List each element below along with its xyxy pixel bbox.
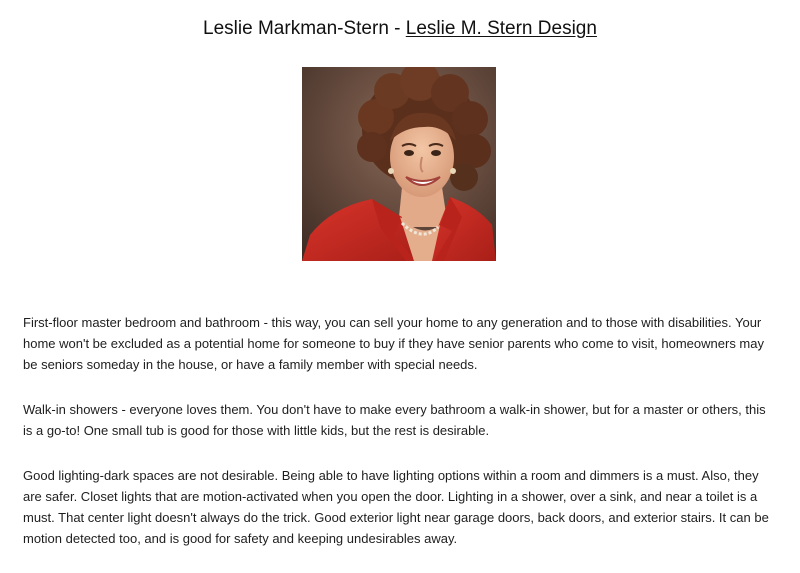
page-title: [0, 17, 800, 41]
portrait-illustration: [302, 67, 496, 261]
paragraph-first-floor: First-floor master bedroom and bathroom - this way, you can sell your home to any generation and to those with disabilities. Your home won't be excluded as a potential home for someone to buy if they have senior parents who come to visit, homeowners may be seniors someday in the house, or have a family member with special needs.: [23, 315, 764, 372]
paragraph-walk-in-showers: Walk-in showers - everyone loves them. You don't have to make every bathroom a walk-in shower, but for a master or others, this is a go-to! One small tub is good for those with little kids, but the rest is desirable.: [23, 402, 766, 438]
portrait-photo: [302, 67, 496, 261]
paragraph-good-lighting: Good lighting-dark spaces are not desirable. Being able to have lighting options within a room and dimmers is a must. Also, they are safer. Closet lights that are motion-activated when you open the door. Lighting in a shower, over a sink, and near a toilet is a must. That center light doesn't always do the trick. Good exterior light near garage doors, back doors, and exterior stairs. It can be motion detected too, and is good for safety and keeping undesirables away.: [23, 468, 769, 546]
company-link[interactable]: Leslie M. Stern Design: [405, 18, 597, 39]
author-name: Leslie Markman-Stern: [203, 18, 389, 39]
article-body: [23, 312, 775, 573]
title-separator: -: [388, 18, 406, 39]
